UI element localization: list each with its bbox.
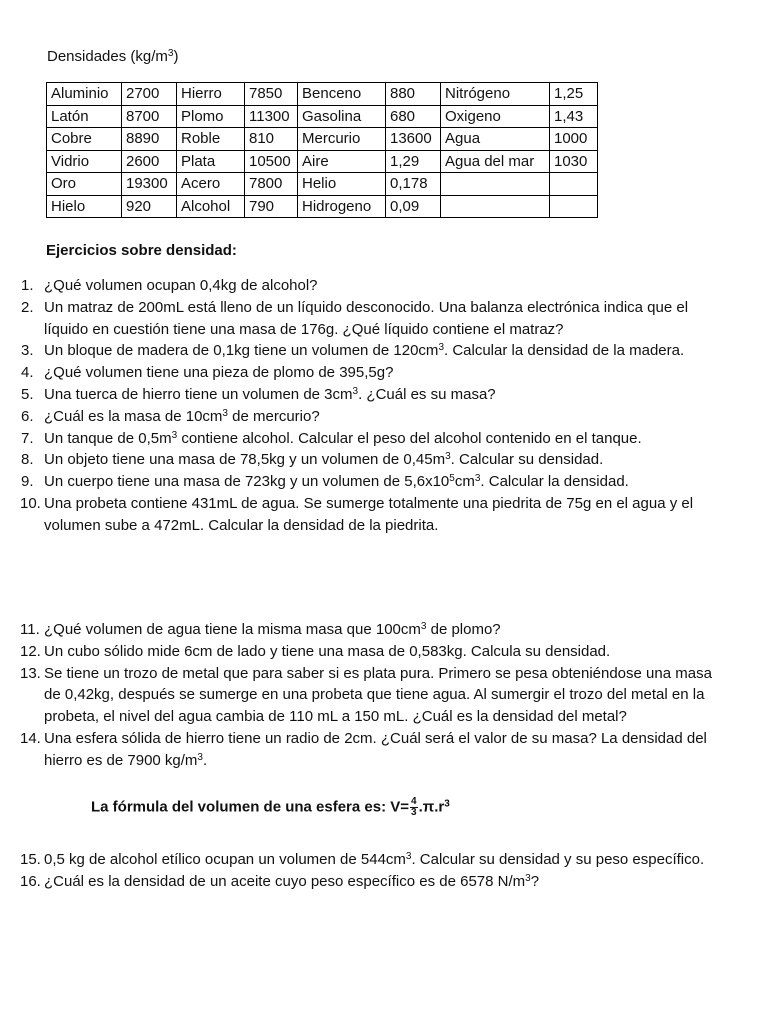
- exercise-text: Un cubo sólido mide 6cm de lado y tiene una masa de 0,583kg. Calcula su densidad.: [44, 642, 611, 660]
- exercise-list: [0, 619, 726, 772]
- exercise-text: Una esfera sólida de hierro tiene un radio de 2cm. ¿Cuál será el valor de su masa? La densidad del hierro es de 7900 $kg/m^3$.: [44, 729, 707, 769]
- exercise-text: Una probeta contiene 431mL de agua. Se sumerge totalmente una piedrita de 75g en el agua y el volumen sube a 472mL. Calcular la densidad de la piedrita.: [44, 494, 694, 534]
- exercises-heading: Ejercicios sobre densidad:: [46, 242, 237, 259]
- exercise-item: [0, 471, 726, 493]
- exercise-number: 3.: [21, 342, 34, 360]
- table-cell: 920: [122, 195, 177, 218]
- table-row: [47, 105, 598, 128]
- table-cell: 810: [245, 128, 298, 151]
- exercise-item: [0, 384, 726, 406]
- exercise-item: [0, 449, 726, 471]
- table-row: [47, 150, 598, 173]
- table-cell: 0,09: [386, 195, 441, 218]
- table-row: [47, 173, 598, 196]
- exercise-item: [0, 619, 726, 641]
- table-cell: 880: [386, 83, 441, 106]
- exercise-number: 12.: [20, 642, 41, 660]
- table-cell: 1000: [550, 128, 598, 151]
- exercise-text: Un cuerpo tiene una masa de 723kg y un volumen de $5,6x10^5cm^3$. Calcular la densidad.: [44, 473, 629, 491]
- exercise-number: 16.: [20, 872, 41, 890]
- exercise-text: 0,5 kg de alcohol etílico ocupan un volumen de $544cm^3$. Calcular su densidad y su peso específico.: [44, 851, 705, 868]
- table-row: [47, 195, 598, 218]
- exercise-number: 11.: [20, 621, 40, 638]
- table-cell: Vidrio: [47, 150, 122, 173]
- exercise-item: [0, 871, 726, 893]
- exercise-text: Una tuerca de hierro tiene un volumen de $3cm^3$. ¿Cuál es su masa?: [44, 385, 496, 403]
- table-cell: Helio: [298, 173, 386, 196]
- exercise-text: Un objeto tiene una masa de 78,5kg y un volumen de $0,45m^3$. Calcular su densidad.: [44, 451, 604, 469]
- exercise-item: [0, 849, 726, 871]
- table-cell: [550, 173, 598, 196]
- table-cell: Latón: [47, 105, 122, 128]
- exercise-number: 13.: [20, 664, 41, 682]
- exercise-list: [0, 849, 726, 893]
- table-cell: 0,178: [386, 173, 441, 196]
- exercise-number: 1.: [21, 277, 34, 294]
- exercise-text: ¿Qué volumen ocupan 0,4kg de alcohol?: [44, 277, 318, 294]
- exercise-number: 15.: [20, 851, 41, 868]
- table-cell: 7850: [245, 83, 298, 106]
- exercise-number: 14.: [20, 729, 41, 747]
- table-cell: 680: [386, 105, 441, 128]
- exercise-item: [0, 297, 726, 341]
- table-cell: Acero: [177, 173, 245, 196]
- table-cell: Hidrogeno: [298, 195, 386, 218]
- exercise-number: 6.: [21, 407, 34, 425]
- table-cell: 8890: [122, 128, 177, 151]
- table-cell: 19300: [122, 173, 177, 196]
- table-cell: Cobre: [47, 128, 122, 151]
- exercise-text: Un bloque de madera de 0,1kg tiene un volumen de $120cm^3$. Calcular la densidad de la madera.: [44, 342, 685, 360]
- exercise-text: Se tiene un trozo de metal que para saber si es plata pura. Primero se pesa obteniéndose una masa de 0,42kg, después se sumerge en una probeta que tiene agua. Al sumergir el trozo del metal en la probeta, el nivel del agua cambia de 110 mL a 150 mL. ¿Cuál es la densidad del metal?: [44, 664, 712, 726]
- table-cell: Alcohol: [177, 195, 245, 218]
- table-cell: 11300: [245, 105, 298, 128]
- table-cell: Hielo: [47, 195, 122, 218]
- exercise-number: 4.: [21, 364, 34, 382]
- exercise-number: 10.: [20, 494, 41, 512]
- table-cell: 1,25: [550, 83, 598, 106]
- exercise-number: 5.: [21, 385, 34, 403]
- table-cell: 2700: [122, 83, 177, 106]
- table-cell: 10500: [245, 150, 298, 173]
- exercise-item: [0, 728, 726, 772]
- table-cell: Agua del mar: [441, 150, 550, 173]
- table-cell: Hierro: [177, 83, 245, 106]
- exercise-number: 2.: [21, 298, 34, 316]
- exercise-text: ¿Qué volumen tiene una pieza de plomo de 395,5g?: [44, 364, 394, 382]
- table-cell: 13600: [386, 128, 441, 151]
- table-cell: 2600: [122, 150, 177, 173]
- table-cell: Benceno: [298, 83, 386, 106]
- exercise-number: 8.: [21, 451, 34, 469]
- exercise-item: [0, 340, 726, 362]
- exercise-item: [0, 641, 726, 663]
- table-cell: Roble: [177, 128, 245, 151]
- exercise-text: ¿Cuál es la densidad de un aceite cuyo peso específico es de 6578 $N/m^3$?: [44, 872, 540, 890]
- table-cell: Agua: [441, 128, 550, 151]
- table-cell: Oxigeno: [441, 105, 550, 128]
- exercise-list: [0, 275, 726, 537]
- exercise-text: ¿Qué volumen de agua tiene la misma masa que $100cm^3$ de plomo?: [44, 621, 501, 638]
- table-row: [47, 83, 598, 106]
- exercise-text: ¿Cuál es la masa de $10cm^3$ de mercurio?: [44, 407, 320, 425]
- exercise-item: [0, 406, 726, 428]
- fraction: $\frac{4}{3}$: [411, 796, 417, 818]
- table-cell: [441, 173, 550, 196]
- exercise-text: Un tanque de $0,5m^3$ contiene alcohol. Calcular el peso del alcohol contenido en el tanque.: [44, 429, 642, 447]
- table-cell: 1,29: [386, 150, 441, 173]
- exercise-item: [0, 275, 726, 297]
- exercise-text: Un matraz de 200mL está lleno de un líquido desconocido. Una balanza electrónica indica que el líquido en cuestión tiene una masa de 176g. ¿Qué líquido contiene el matraz?: [44, 298, 689, 338]
- table-cell: Oro: [47, 173, 122, 196]
- density-table: [46, 82, 598, 218]
- table-cell: Aluminio: [47, 83, 122, 106]
- table-cell: 790: [245, 195, 298, 218]
- table-cell: Plata: [177, 150, 245, 173]
- table-row: [47, 128, 598, 151]
- exercise-item: [0, 493, 726, 537]
- table-cell: Gasolina: [298, 105, 386, 128]
- table-cell: 7800: [245, 173, 298, 196]
- table-cell: 1030: [550, 150, 598, 173]
- exercise-number: 9.: [21, 473, 34, 491]
- table-cell: [441, 195, 550, 218]
- table-cell: Mercurio: [298, 128, 386, 151]
- exercise-item: [0, 362, 726, 384]
- exercise-number: 7.: [21, 429, 34, 447]
- table-cell: Plomo: [177, 105, 245, 128]
- table-cell: Aire: [298, 150, 386, 173]
- table-cell: 8700: [122, 105, 177, 128]
- exercise-item: [0, 428, 726, 450]
- sphere-volume-formula: La fórmula del volumen de una esfera es: V= $\frac{4}{3}$ $.\pi.r^3$: [91, 796, 450, 818]
- table-title: Densidades $(kg/m^3)$: [47, 48, 179, 65]
- table-cell: 1,43: [550, 105, 598, 128]
- exercise-item: [0, 663, 726, 728]
- table-cell: [550, 195, 598, 218]
- table-cell: Nitrógeno: [441, 83, 550, 106]
